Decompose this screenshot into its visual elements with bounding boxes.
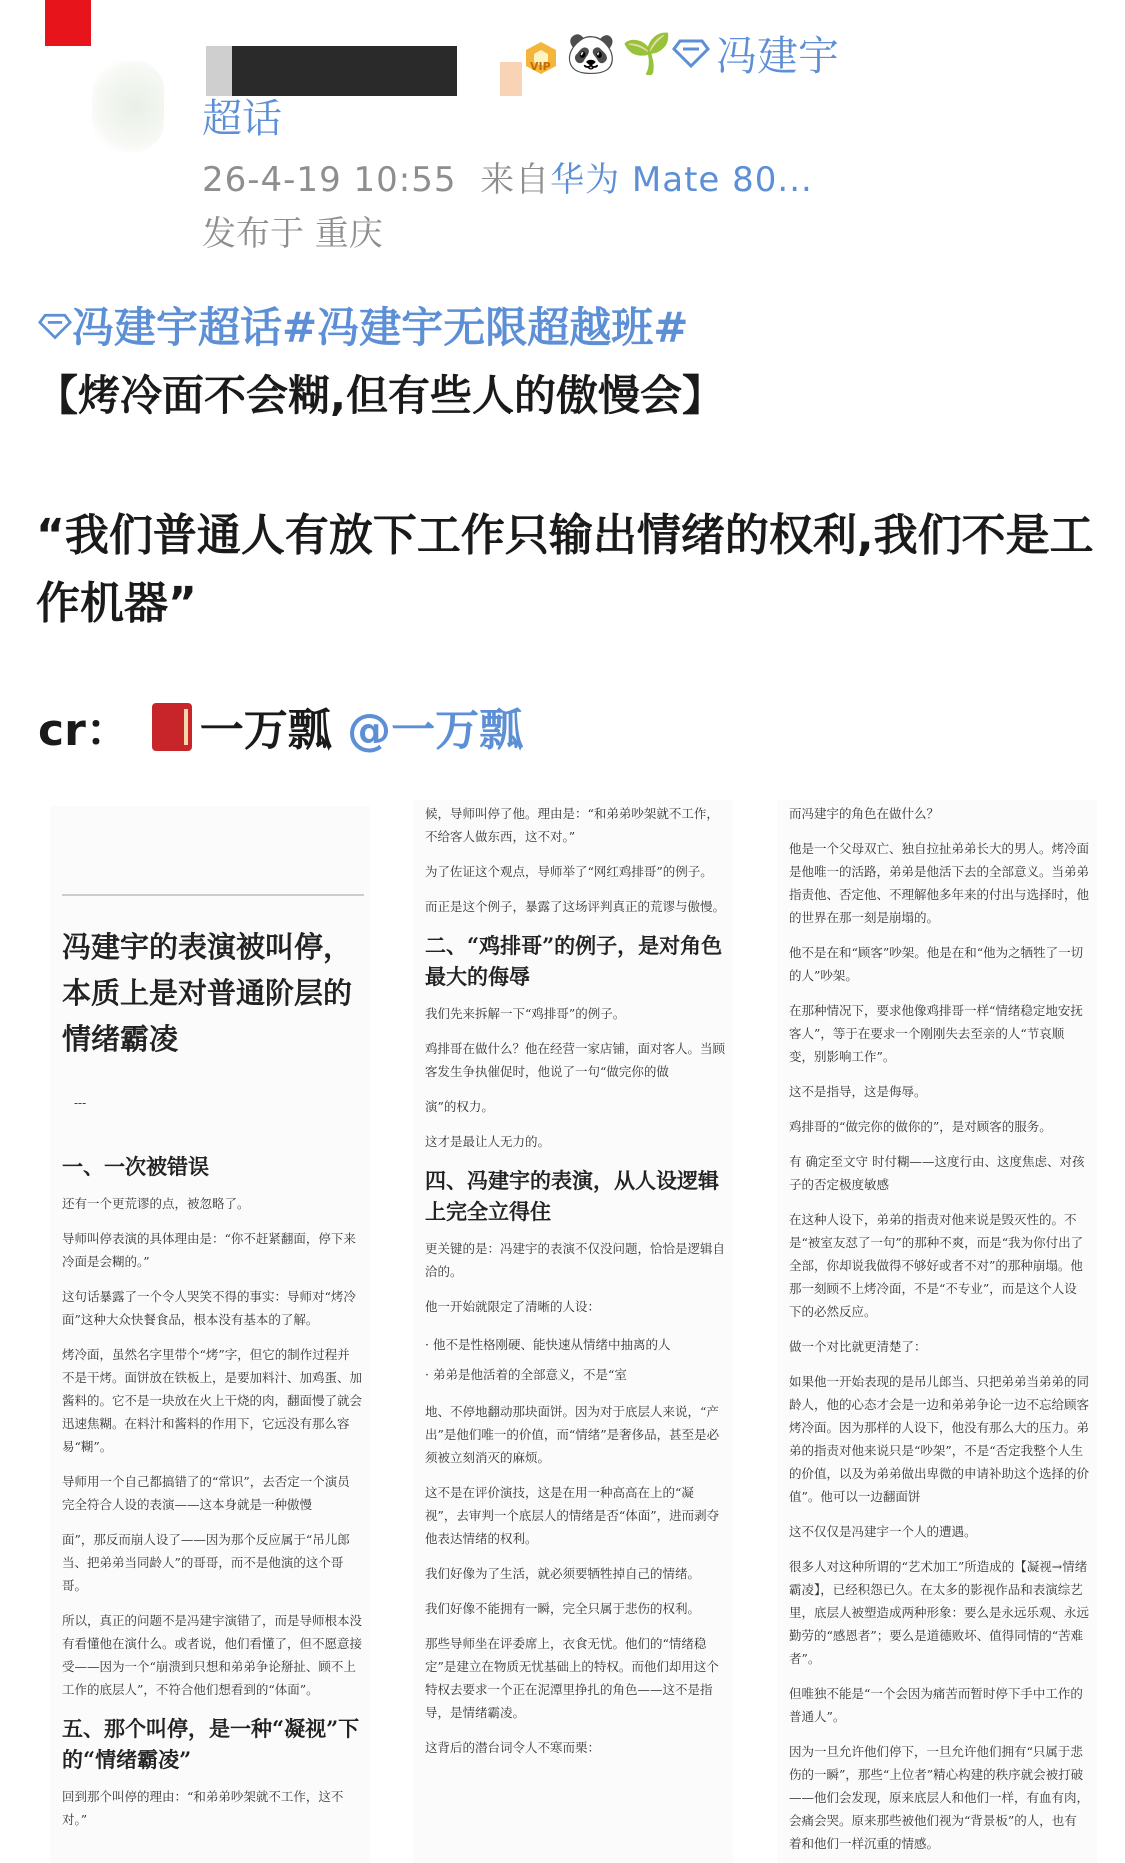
article-paragraph: 在这种人设下，弟弟的指责对他来说是毁灭性的。不是“被室友怼了一句”的那种不爽，而是“我为你付出了全部，你却说我做得不够好或者不对”的那种崩塌。他那一刻顾不上烤冷面，不是“不专业”，而是这个人设下的必然反应。 xyxy=(789,1212,1084,1319)
article-paragraph: 这不是指导，这是侮辱。 xyxy=(789,1084,927,1099)
article-paragraph: 这才是最让人无力的。 xyxy=(425,1134,551,1149)
timestamp: 26-4-19 10:55 xyxy=(202,160,457,200)
vip-label: VIP xyxy=(530,60,551,73)
article-paragraph: 如果他一开始表现的是吊儿郎当、只把弟弟当弟弟的同龄人，他的心态才会是一边和弟弟争论一边不忘给顾客烤冷面。因为那样的人设下，他没有那么大的压力。弟弟的指责对他来说只是“吵架”，不是“否定我整个人生的价值，以及为弟弟做出卑微的申请补助这个选择的价值”。他可以一边翻面饼 xyxy=(789,1374,1090,1504)
article-paragraph: 所以，真正的问题不是冯建宇演错了，而是导师根本没有看懂他在演什么。或者说，他们看懂了，但不愿意接受——因为一个“崩溃到只想和弟弟争论掰扯、顾不上工作的底层人”，不符合他们想看到的“体面”。 xyxy=(62,1613,363,1697)
article-paragraph: 那些导师坐在评委席上，衣食无忧。他们的“情绪稳定”是建立在物质无忧基础上的特权。而他们却用这个特权去要求一个正在泥潭里挣扎的角色——这不是指导，是情绪霸凌。 xyxy=(425,1636,719,1720)
article-paragraph: 他一开始就限定了清晰的人设： xyxy=(425,1299,601,1314)
section-heading-four: 四、冯建宇的表演，从人设逻辑上完全立得住 xyxy=(425,1168,719,1224)
article-paragraph: 做一个对比就更清楚了： xyxy=(789,1339,927,1354)
panda-icon: 🐼 xyxy=(566,31,616,77)
article-paragraph: 我们好像为了生活，就必须要牺牲掉自己的情绪。 xyxy=(425,1566,701,1581)
redacted-bar xyxy=(232,46,457,96)
article-image-1[interactable] xyxy=(50,806,370,1863)
article-paragraph: 而正是这个例子，暴露了这场评判真正的荒谬与傲慢。 xyxy=(425,899,726,914)
article-paragraph: 这句话暴露了一个令人哭笑不得的事实：导师对“烤冷面”这种大众快餐食品，根本没有基本的了解。 xyxy=(62,1289,356,1327)
article-paragraph: 演”的权力。 xyxy=(425,1099,494,1114)
topic-tags-text[interactable]: 冯建宇超话#冯建宇无限超越班# xyxy=(72,303,689,352)
section-heading-five: 五、那个叫停，是一种“凝视”下的“情绪霸凌” xyxy=(62,1716,360,1772)
article-paragraph: 鸡排哥在做什么？他在经营一家店铺，面对客人。当顾客发生争执催促时，他说了一句“做完你的做 xyxy=(425,1041,726,1079)
location: 发布于 重庆 xyxy=(202,214,383,254)
section-heading-two: 二、“鸡排哥”的例子，是对角色最大的侮辱 xyxy=(425,933,723,989)
article-paragraph: 烤冷面，虽然名字里带个“烤”字，但它的制作过程并不是干烤。面饼放在铁板上，是要加料汁、加鸡蛋、加酱料的。它不是一块放在火上干烧的肉，翻面慢了就会迅速焦糊。在料汁和酱料的作用下，它远没有那么容易“糊”。 xyxy=(62,1347,363,1454)
post-quote: “我们普通人有放下工作只输出情绪的权利,我们不是工作机器” xyxy=(36,510,1094,629)
article-paragraph: 我们好像不能拥有一瞬，完全只属于悲伤的权利。 xyxy=(425,1601,701,1616)
article-paragraph: 为了佐证这个观点，导师举了“网红鸡排哥”的例子。 xyxy=(425,864,713,879)
topic-tags[interactable] xyxy=(38,300,688,356)
article-paragraph: 导师叫停表演的具体理由是：“你不赶紧翻面，停下来冷面是会糊的。” xyxy=(62,1231,356,1269)
article-image-3[interactable] xyxy=(777,800,1097,1863)
redacted-mark-small xyxy=(500,62,522,96)
article-paragraph: 但唯独不能是“一个会因为痛苦而暂时停下手中工作的普通人”。 xyxy=(789,1686,1083,1724)
credit-name: 一万瓢 xyxy=(199,705,332,756)
from-prefix: 来自 xyxy=(480,160,551,200)
article-paragraph: 候，导师叫停了他。理由是：“和弟弟吵架就不工作，不给客人做东西，这不对。” xyxy=(425,806,719,844)
diamond-icon xyxy=(672,38,710,68)
article-paragraph: 我们先来拆解一下“鸡排哥”的例子。 xyxy=(425,1006,626,1021)
article-title: 冯建宇的表演被叫停，本质上是对普通阶层的情绪霸凌 xyxy=(62,930,353,1056)
source-label[interactable]: 超话 xyxy=(202,96,282,142)
sprout-icon: 🌱 xyxy=(622,31,672,77)
avatar[interactable] xyxy=(92,60,164,152)
username-text[interactable]: 冯建宇 xyxy=(716,32,839,80)
vip-badge-icon[interactable] xyxy=(522,38,560,76)
list-item: · 他不是性格刚硬、能快速从情绪中抽离的人 xyxy=(425,1337,671,1352)
article-paragraph: 有 确定至文守 时付糊——这度行由、这度焦虑、对孩子的否定极度敏感 xyxy=(789,1154,1085,1192)
book-icon xyxy=(152,703,192,751)
post-meta xyxy=(202,158,813,202)
article-paragraph: 他是一个父母双亡、独自拉扯弟弟长大的男人。烤冷面是他唯一的活路，弟弟是他活下去的全部意义。当弟弟指责他、否定他、不理解他多年来的付出与选择时，他的世界在那一刻是崩塌的。 xyxy=(789,841,1090,925)
section-heading-one: 一、一次被错误 xyxy=(62,1154,209,1179)
article-paragraph: 在那种情况下，要求他像鸡排哥一样“情绪稳定地安抚客人”，等于在要求一个刚刚失去至亲的人“节哀顺变，别影响工作”。 xyxy=(789,1003,1083,1064)
article-paragraph: 导师用一个自己都搞错了的“常识”，去否定一个演员完全符合人设的表演——这本身就是一种傲慢 xyxy=(62,1474,350,1512)
article-image-2[interactable] xyxy=(413,800,733,1863)
credit-mention[interactable]: @一万瓢 xyxy=(347,705,524,756)
article-paragraph: 这不是在评价演技，这是在用一种高高在上的“凝视”，去审判一个底层人的情绪是否“体面”，进而剥夺他表达情绪的权利。 xyxy=(425,1485,720,1546)
article-paragraph: 因为一旦允许他们停下，一旦允许他们拥有“只属于悲伤的一瞬”，那些“上位者”精心构建的秩序就会被打破——他们会发现，原来底层人和他们一样，有血有肉，会痛会哭。原来那些被他们视为“背景板”的人，也有着和他们一样沉重的情感。 xyxy=(789,1744,1090,1851)
device-link[interactable]: 华为 Mate 80... xyxy=(550,160,813,200)
divider xyxy=(62,894,364,896)
article-paragraph: 这背后的潜台词令人不寒而栗： xyxy=(425,1740,601,1755)
article-paragraph: 鸡排哥的“做完你的做你的”，是对顾客的服务。 xyxy=(789,1119,1052,1134)
article-paragraph: 更关键的是：冯建宇的表演不仅没问题，恰恰是逻辑自洽的。 xyxy=(425,1241,726,1279)
list-item: · 弟弟是他活着的全部意义，不是“室 xyxy=(425,1367,627,1382)
article-paragraph: 还有一个更荒谬的点，被忽略了。 xyxy=(62,1196,250,1211)
username[interactable] xyxy=(672,30,839,82)
article-paragraph: 很多人对这种所谓的“艺术加工”所造成的【凝视→情绪霸凌】，已经积怨已久。在太多的影视作品和表演综艺里，底层人被塑造成两种形象：要么是永远乐观、永远勤劳的“感恩者”；要么是道德败坏、值得同情的“苦难者”。 xyxy=(789,1559,1090,1666)
article-paragraph: 他不是在和“顾客”吵架。他是在和“他为之牺牲了一切的人”吵架。 xyxy=(789,945,1084,983)
credit-prefix: cr： xyxy=(38,705,130,756)
article-paragraph: 这不仅仅是冯建宇一个人的遭遇。 xyxy=(789,1524,977,1539)
article-paragraph: 而冯建宇的角色在做什么？ xyxy=(789,806,940,821)
article-paragraph: 回到那个叫停的理由：“和弟弟吵架就不工作，这不对。” xyxy=(62,1789,344,1827)
credit-line xyxy=(38,702,523,760)
divider-dashes: --- xyxy=(74,1096,87,1110)
article-paragraph: 地、不停地翻动那块面饼。因为对于底层人来说，“产出”是他们唯一的价值，而“情绪”是奢侈品，甚至是必须被立刻消灭的麻烦。 xyxy=(425,1404,720,1465)
article-paragraph: 面”，那反而崩人设了——因为那个反应属于“吊儿郎当、把弟弟当同龄人”的哥哥，而不是他演的这个哥哥。 xyxy=(62,1532,350,1593)
diamond-icon xyxy=(38,312,72,340)
article-list xyxy=(413,1330,733,1390)
post-headline: 【烤冷面不会糊,但有些人的傲慢会】 xyxy=(36,371,724,420)
notification-dot xyxy=(45,0,91,46)
